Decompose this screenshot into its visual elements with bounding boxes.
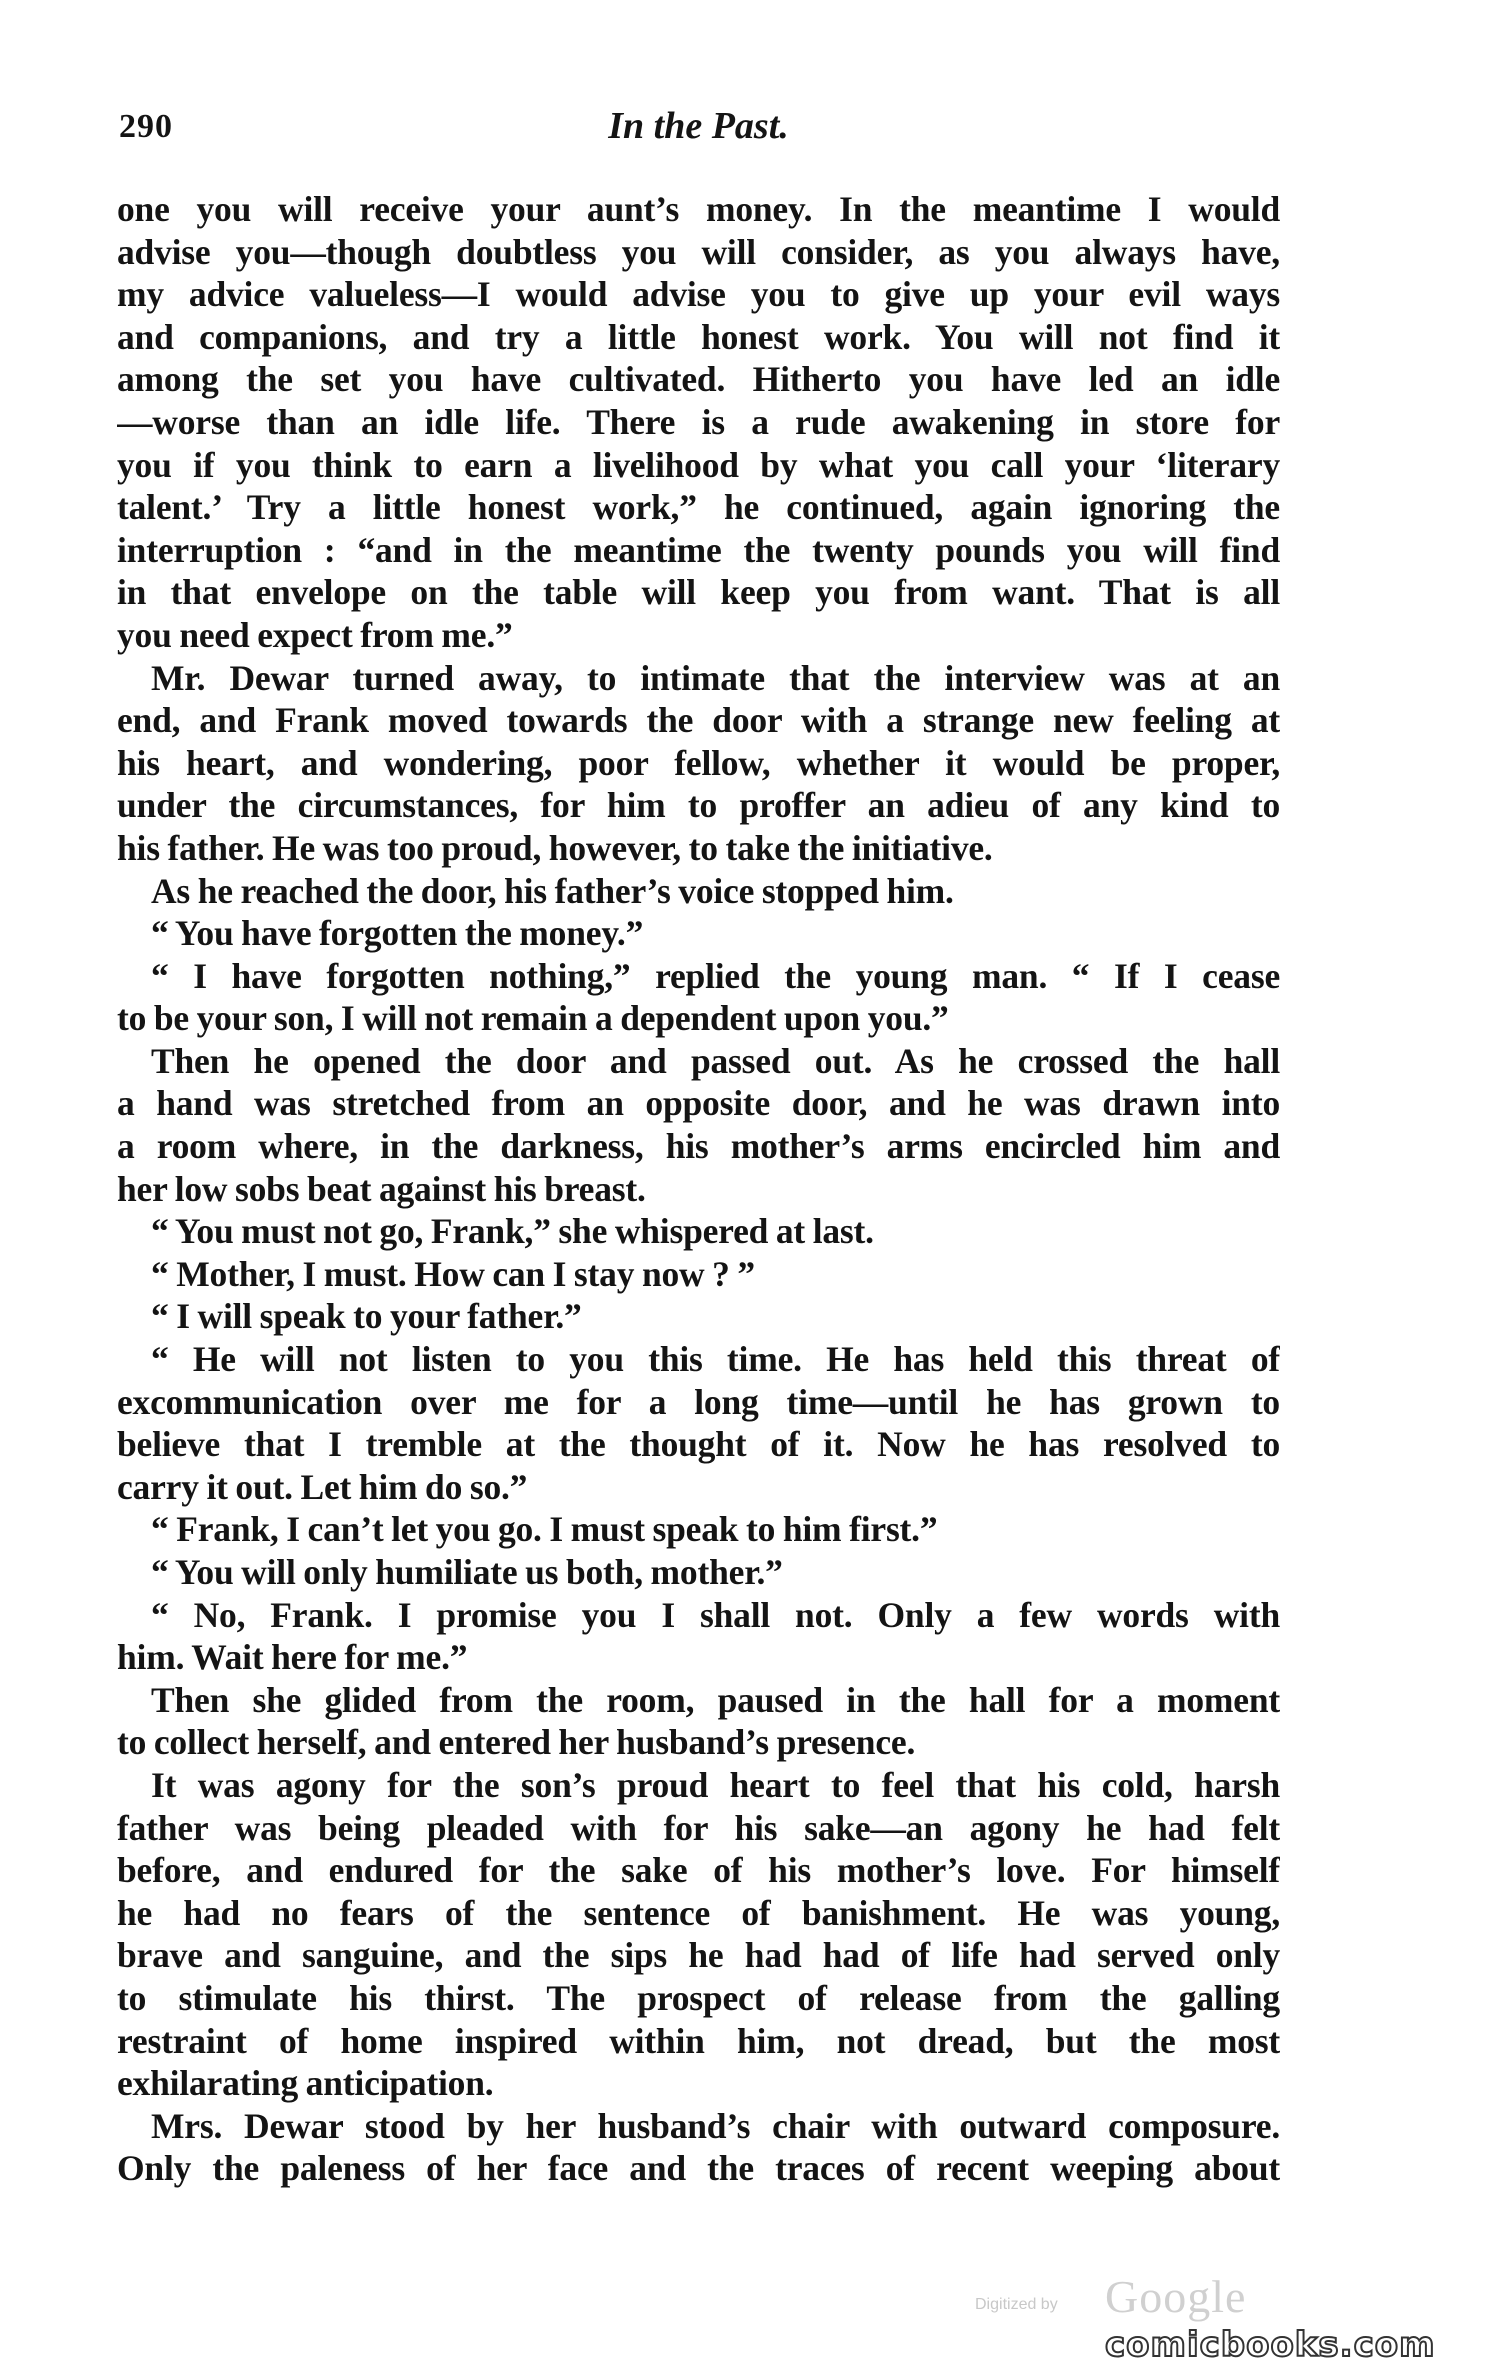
google-logo: Google xyxy=(1105,2271,1247,2322)
text-line: him. Wait here for me.” xyxy=(117,1637,468,1678)
text-line: you if you think to earn a livelihood by what you call your ‘literary xyxy=(117,444,1280,485)
text-line: restraint of home inspired within him, not dread, but the most xyxy=(117,2020,1280,2061)
text-line: before, and endured for the sake of his mother’s love. For himself xyxy=(117,1850,1280,1891)
text-line: It was agony for the son’s proud heart to feel that his cold, harsh xyxy=(151,1764,1280,1805)
text-line: my advice valueless—I would advise you to give up your evil ways xyxy=(117,274,1280,315)
text-line: “ I will speak to your father.” xyxy=(151,1296,582,1337)
text-line: you need expect from me.” xyxy=(117,614,513,655)
text-line: “ You have forgotten the money.” xyxy=(151,913,644,954)
text-line: a room where, in the darkness, his mother’s arms encircled him and xyxy=(117,1126,1280,1167)
text-line: to collect herself, and entered her husband’s presence. xyxy=(117,1722,916,1763)
text-line: exhilarating anticipation. xyxy=(117,2063,494,2104)
text-line: “ Frank, I can’t let you go. I must speak to him first.” xyxy=(151,1509,938,1550)
text-line: carry it out. Let him do so.” xyxy=(117,1466,528,1507)
text-line: “ He will not listen to you this time. He has held this threat of xyxy=(151,1339,1280,1380)
text-line: Mr. Dewar turned away, to intimate that the interview was at an xyxy=(151,657,1280,698)
text-line: Then she glided from the room, paused in the hall for a moment xyxy=(151,1679,1280,1720)
text-line: talent.’ Try a little honest work,” he continued, again ignoring the xyxy=(117,487,1280,528)
text-line: —worse than an idle life. There is a rude awakening in store for xyxy=(117,401,1280,442)
google-watermark xyxy=(975,2270,1295,2330)
page-header xyxy=(117,100,1280,160)
text-line: “ You will only humiliate us both, mother.” xyxy=(151,1552,783,1592)
text-line: one you will receive your aunt’s money. In the meantime I would xyxy=(117,189,1280,229)
text-line: a hand was stretched from an opposite door, and he was drawn into xyxy=(117,1083,1280,1124)
text-line: advise you—though doubtless you will consider, as you always have, xyxy=(117,231,1280,272)
digitized-by-label: Digitized by xyxy=(975,2296,1058,2313)
text-line: end, and Frank moved towards the door with a strange new feeling at xyxy=(117,700,1280,741)
text-line: his heart, and wondering, poor fellow, whether it would be proper, xyxy=(117,742,1280,783)
text-line: “ Mother, I must. How can I stay now ? ” xyxy=(151,1253,755,1294)
text-line: and companions, and try a little honest work. You will not find it xyxy=(117,316,1280,357)
text-line: Only the paleness of her face and the traces of recent weeping about xyxy=(117,2148,1280,2189)
text-line: “ You must not go, Frank,” she whispered at last. xyxy=(151,1211,874,1252)
text-line: among the set you have cultivated. Hitherto you have led an idle xyxy=(117,359,1280,400)
text-line: interruption : “and in the meantime the twenty pounds you will find xyxy=(117,529,1280,570)
text-line: believe that I tremble at the thought of it. Now he has resolved to xyxy=(117,1424,1280,1465)
text-line: “ No, Frank. I promise you I shall not. Only a few words with xyxy=(151,1594,1280,1635)
body-text xyxy=(117,188,1280,2190)
text-line: brave and sanguine, and the sips he had had of life had served only xyxy=(117,1935,1280,1976)
running-title: In the Past. xyxy=(608,105,789,147)
text-line: Mrs. Dewar stood by her husband’s chair with outward composure. xyxy=(151,2105,1280,2146)
text-line: he had no fears of the sentence of banishment. He was young, xyxy=(117,1892,1280,1933)
text-line: to be your son, I will not remain a dependent upon you.” xyxy=(117,998,949,1039)
page-number: 290 xyxy=(119,108,173,145)
text-line: her low sobs beat against his breast. xyxy=(117,1168,646,1209)
text-line: As he reached the door, his father’s voice stopped him. xyxy=(151,870,954,911)
site-watermark: comicbooks.com xyxy=(1105,2325,1436,2365)
text-line: father was being pleaded with for his sake—an agony he had felt xyxy=(117,1807,1280,1848)
text-line: excommunication over me for a long time—until he has grown to xyxy=(117,1381,1280,1422)
text-line: Then he opened the door and passed out. As he crossed the hall xyxy=(151,1040,1280,1081)
text-line: his father. He was too proud, however, to take the initiative. xyxy=(117,827,993,868)
text-line: under the circumstances, for him to proffer an adieu of any kind to xyxy=(117,785,1280,826)
book-page xyxy=(117,0,1280,2376)
text-line: in that envelope on the table will keep you from want. That is all xyxy=(117,572,1280,613)
text-line: to stimulate his thirst. The prospect of release from the galling xyxy=(117,1977,1280,2018)
text-line: “ I have forgotten nothing,” replied the young man. “ If I cease xyxy=(151,955,1280,996)
